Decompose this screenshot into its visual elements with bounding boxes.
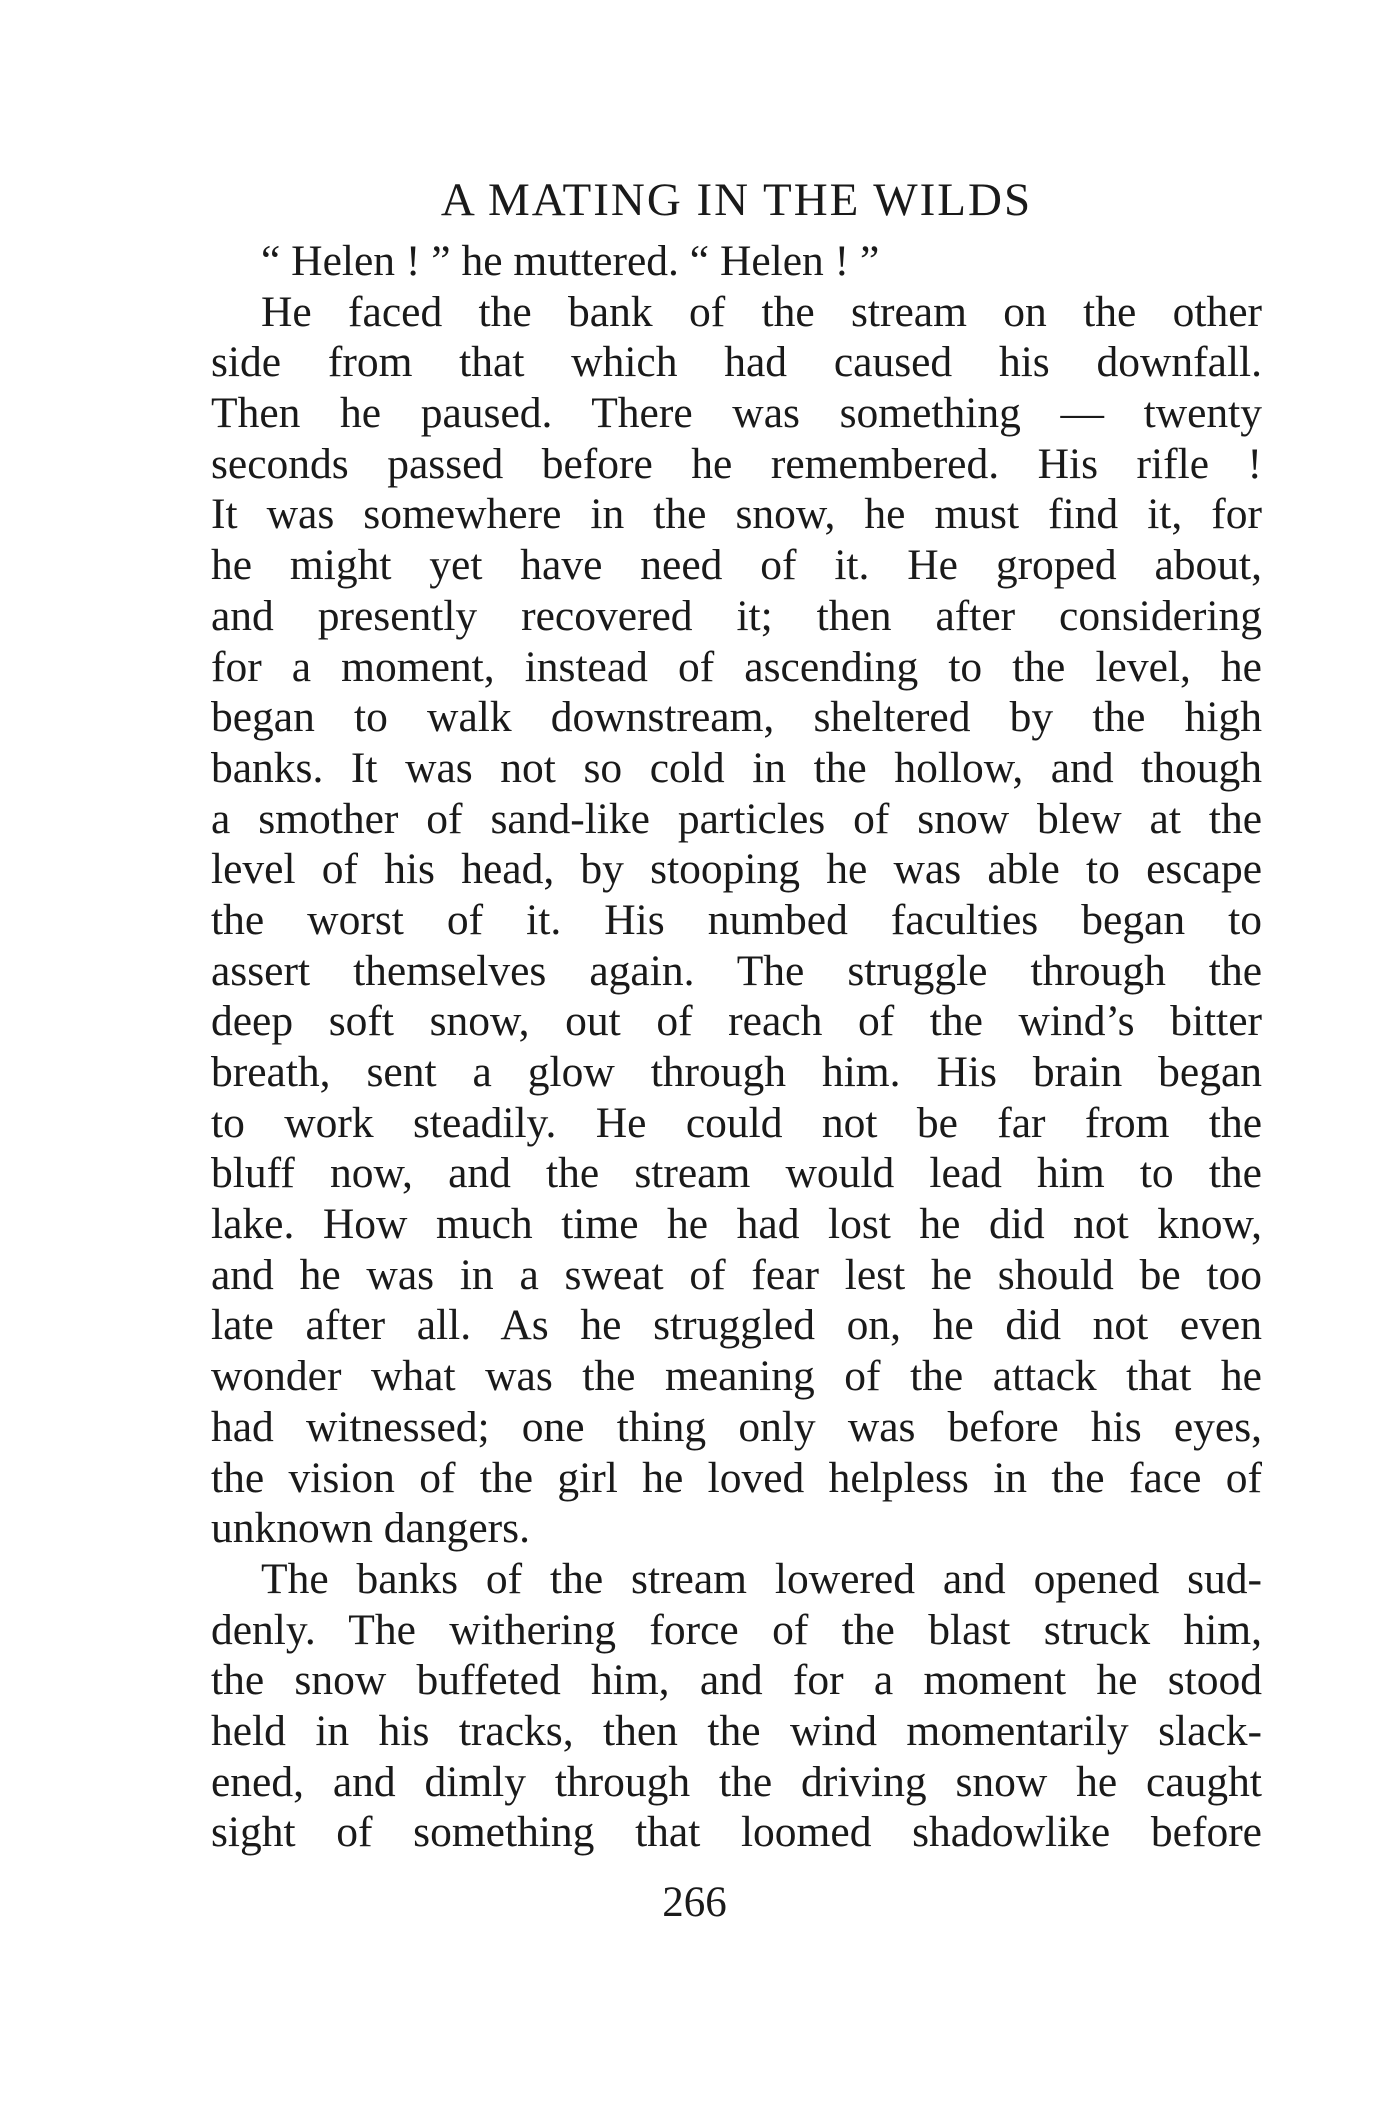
text-line: the vision of the girl he loved helpless in the face of <box>211 1453 1262 1502</box>
text-line: assert themselves again. The struggle through the <box>211 946 1262 995</box>
text-line: breath, sent a glow through him. His brain began <box>211 1048 1262 1096</box>
text-line: had witnessed; one thing only was before his eyes, <box>211 1402 1262 1451</box>
text-line: held in his tracks, then the wind momentarily slack- <box>211 1706 1262 1755</box>
text-line: the snow buffeted him, and for a moment he stood <box>211 1656 1262 1705</box>
text-line: to work steadily. He could not be far from the <box>211 1098 1262 1147</box>
text-line: Then he paused. There was something — twenty <box>211 389 1262 438</box>
text-line: the worst of it. His numbed faculties began to <box>211 895 1262 944</box>
text-line: The banks of the stream lowered and opened sud- <box>261 1554 1262 1603</box>
text-line: sight of something that loomed shadowlike before <box>211 1808 1262 1857</box>
text-line: ened, and dimly through the driving snow he caught <box>211 1757 1262 1806</box>
text-line: began to walk downstream, sheltered by the high <box>211 693 1262 742</box>
body-text <box>211 236 1262 1858</box>
text-line: side from that which had caused his downfall. <box>211 338 1262 387</box>
text-line: He faced the bank of the stream on the other <box>261 287 1262 336</box>
text-line: It was somewhere in the snow, he must find it, for <box>211 490 1262 539</box>
text-line: unknown dangers. <box>211 1504 530 1553</box>
text-line: wonder what was the meaning of the attack that he <box>211 1352 1262 1401</box>
text-line: late after all. As he struggled on, he did not even <box>211 1301 1262 1350</box>
text-line: a smother of sand-like particles of snow blew at the <box>211 794 1262 843</box>
text-line: deep soft snow, out of reach of the wind’s bitter <box>211 997 1262 1046</box>
text-line: for a moment, instead of ascending to the level, he <box>211 642 1262 691</box>
text-line: he might yet have need of it. He groped about, <box>211 541 1262 590</box>
text-line: level of his head, by stooping he was able to escape <box>211 845 1262 894</box>
text-line: bluff now, and the stream would lead him to the <box>211 1149 1262 1198</box>
text-line: banks. It was not so cold in the hollow, and though <box>211 743 1262 792</box>
text-line: denly. The withering force of the blast struck him, <box>211 1605 1262 1654</box>
text-line: “ Helen ! ” he muttered. “ Helen ! ” <box>261 237 880 285</box>
text-line: and he was in a sweat of fear lest he should be too <box>211 1250 1262 1299</box>
text-line: lake. How much time he had lost he did not know, <box>211 1200 1262 1249</box>
running-head: A MATING IN THE WILDS <box>440 174 1033 226</box>
text-line: seconds passed before he remembered. His rifle ! <box>211 439 1262 488</box>
text-line: and presently recovered it; then after considering <box>211 591 1262 640</box>
page-number: 266 <box>662 1879 727 1926</box>
